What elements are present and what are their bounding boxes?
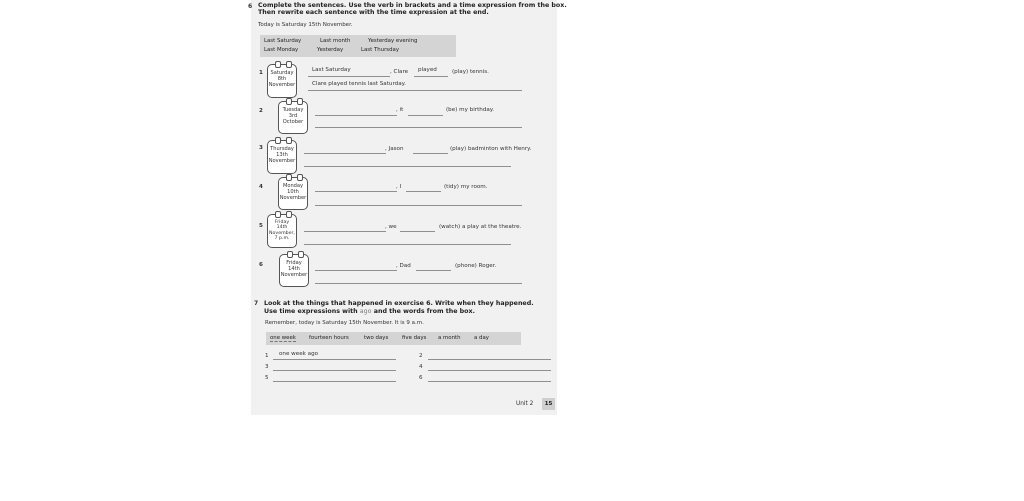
answer-line[interactable] [273, 359, 396, 360]
box-word: five days [402, 335, 427, 341]
answer-number: 5 [265, 375, 269, 381]
answer-line[interactable] [315, 115, 397, 116]
rewrite-line[interactable] [304, 166, 511, 167]
box-word: Yesterday [317, 47, 344, 53]
item-number: 2 [259, 108, 263, 114]
sentence-subject: , Jason [385, 146, 404, 152]
answer-number: 1 [265, 353, 269, 359]
answer-value: one week ago [279, 351, 319, 357]
box-word: a day [474, 335, 489, 341]
sentence-subject: , we [385, 224, 397, 230]
verb-line[interactable] [408, 115, 443, 116]
item-number: 1 [259, 70, 263, 76]
exercise-7-number: 7 [254, 300, 259, 307]
verb-line[interactable] [416, 270, 451, 271]
answer-line[interactable] [308, 76, 390, 77]
sentence-verb-prompt: (be) my birthday. [446, 107, 495, 113]
rewrite-answer: Clare played tennis last Saturday. [312, 81, 406, 87]
box-word: Last Thursday [361, 47, 400, 53]
exercise-7-instruction-line2: Use time expressions with ago and the words from the box. [264, 308, 475, 315]
rewrite-line[interactable] [315, 205, 522, 206]
answer-line[interactable] [315, 191, 397, 192]
rewrite-line[interactable] [315, 283, 522, 284]
unit-label: Unit 2 [516, 401, 534, 407]
rewrite-line[interactable] [315, 127, 522, 128]
verb-line[interactable] [406, 191, 441, 192]
today-note: Today is Saturday 15th November. [258, 22, 353, 28]
sentence-subject: , I [396, 184, 402, 190]
box-word: Last Saturday [264, 38, 302, 44]
calendar-icon: Friday 14th November, 7 p.m. [267, 214, 297, 248]
verb-line[interactable] [413, 153, 448, 154]
answer-verb: played [418, 67, 437, 73]
exercise-7-instruction-line1: Look at the things that happened in exercise 6. Write when they happened. [264, 300, 534, 307]
answer-line[interactable] [304, 153, 386, 154]
calendar-icon: Thursday 13th November [267, 140, 297, 174]
exercise-6-instruction-line2: Then rewrite each sentence with the time expression at the end. [258, 9, 489, 16]
item-number: 5 [259, 223, 263, 229]
sentence-verb-prompt: (play) badminton with Henry. [450, 146, 532, 152]
answer-number: 6 [419, 375, 423, 381]
sentence-verb-prompt: (play) tennis. [452, 69, 489, 75]
box-word: a month [438, 335, 461, 341]
answer-line[interactable] [304, 231, 386, 232]
rewrite-line[interactable] [304, 244, 511, 245]
box-word: Yesterday evening [368, 38, 418, 44]
remember-note: Remember, today is Saturday 15th November. It is 9 a.m. [265, 320, 424, 326]
calendar-icon: Monday 10th November [278, 177, 308, 210]
answer-line[interactable] [315, 270, 397, 271]
sentence-subject: , it [396, 107, 404, 113]
answer-line[interactable] [428, 359, 551, 360]
box-word: Last Monday [264, 47, 299, 53]
workbook-page [248, 0, 567, 415]
item-number: 4 [259, 184, 263, 190]
calendar-icon: Friday 14th November [279, 254, 309, 287]
box-word: Last month [320, 38, 351, 44]
rewrite-line[interactable] [308, 90, 522, 91]
verb-line[interactable] [414, 76, 448, 77]
exercise-6-instruction-line1: Complete the sentences. Use the verb in brackets and a time expression from the box. [258, 2, 567, 9]
calendar-icon: Saturday 8th November [267, 64, 297, 98]
verb-line[interactable] [400, 231, 435, 232]
item-number: 6 [259, 262, 263, 268]
answer-line[interactable] [428, 370, 551, 371]
answer-line[interactable] [428, 381, 551, 382]
page-number: 15 [542, 398, 555, 410]
sentence-verb-prompt: (watch) a play at the theatre. [439, 224, 522, 230]
answer-number: 2 [419, 353, 423, 359]
box-word: two days [364, 335, 389, 341]
answer-number: 3 [265, 364, 269, 370]
box-word: fourteen hours [309, 335, 349, 341]
sentence-verb-prompt: (tidy) my room. [444, 184, 488, 190]
calendar-icon: Tuesday 3rd October [278, 101, 308, 134]
box-word-crossed: one week [270, 335, 296, 341]
answer-line[interactable] [273, 381, 396, 382]
sentence-subject: , Dad [396, 263, 411, 269]
sentence-verb-prompt: (phone) Roger. [455, 263, 497, 269]
exercise-6-number: 6 [248, 3, 253, 10]
answer-line[interactable] [273, 370, 396, 371]
answer-number: 4 [419, 364, 423, 370]
answer-time-expression: Last Saturday [312, 67, 351, 73]
sentence-subject: , Clare [390, 69, 409, 75]
item-number: 3 [259, 145, 263, 151]
